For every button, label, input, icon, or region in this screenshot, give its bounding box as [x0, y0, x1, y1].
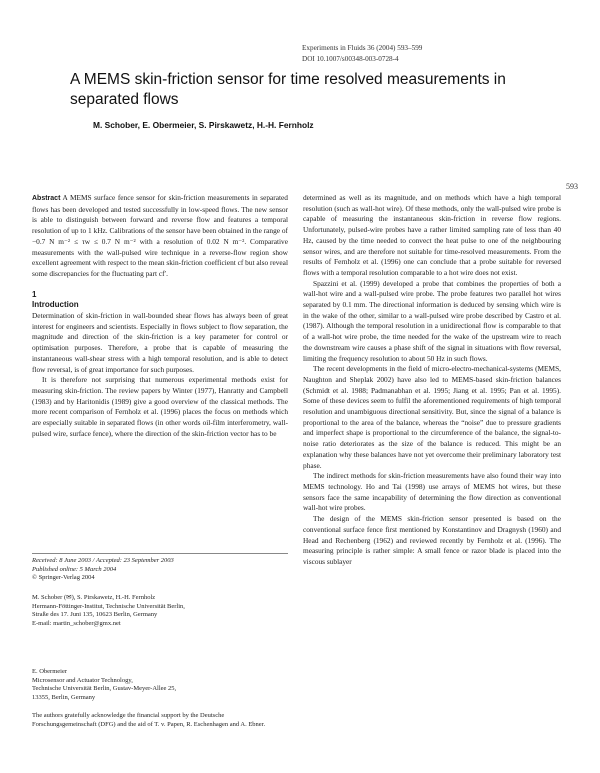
section-title: Introduction	[32, 300, 79, 310]
abstract-text: A MEMS surface fence sensor for skin-friction measurements in separated flows has been developed and tested successfully in low-speed flows. The new sensor is able to distinguish between forward and reverse flow and features a temporal resolution of up to 1 kHz. Calibrations of the sensor have been obtained in the range of −0.7 N m⁻² ≤ τw ≤ 0.7 N m⁻² with a resolution of 0.02 N m⁻². Comparative measurements with the wall-pulsed wire technique in a reverse-flow region show excellent agreement with respect to the mean skin-friction coefficient cf but also reveal some discrepancies for the fluctuating part cf′.	[32, 193, 288, 278]
left-column	[32, 193, 288, 439]
paper-authors: M. Schober, E. Obermeier, S. Pirskawetz, H.-H. Fernholz	[93, 120, 314, 130]
intro-paragraph-1: Determination of skin-friction in wall-bounded shear flows has always been of great interest for engineers and scientists. Especially in flows subject to flow separation, the magnitude and direction of the skin-friction is a key parameter for control or optimisation purposes. Therefore, a probe that is capable of measuring the instantaneous wall-shear stress with a high temporal resolution, and is able to detect flow reversal, is of great importance for such purposes.	[32, 311, 288, 374]
aff1-address: Straße des 17. Juni 135, 10623 Berlin, Germany	[32, 611, 158, 619]
received-date: Received: 8 June 2003 / Accepted: 23 September 2003	[32, 557, 174, 564]
abstract-label: Abstract	[32, 195, 61, 202]
affiliation-2	[32, 668, 288, 702]
aff2-institute: Microsensor and Actuator Technology,	[32, 676, 133, 684]
right-paragraph-4: The indirect methods for skin-friction measurements have also found their way into MEMS technology. Ho and Tai (1998) use arrays of MEMS hot wires, but these sensors face the same incapability of determining the flow direction as conventional wall-hot wire probes.	[303, 471, 561, 513]
paper-title: A MEMS skin-friction sensor for time resolved measurements in separated flows	[70, 71, 506, 108]
aff2-name: E. Obermeier	[32, 668, 68, 675]
right-column	[303, 193, 561, 568]
aff1-email: E-mail: martin_schober@gmx.net	[32, 619, 121, 627]
intro-paragraph-2: It is therefore not surprising that numerous experimental methods exist for measuring skin-friction. The review papers by Winter (1977), Hanratty and Campbell (1983) and by Haritonidis (1989) give a good overview of the classical methods. The more recent comparison of Fernholz et al. (1996) places the focus on methods which are especially suitable in separated flows (in other words oil-film interferometry, wall-pulsed wire, surface fence), where the direction of the skin-friction vector has to be	[32, 375, 288, 438]
right-paragraph-1: determined as well as its magnitude, and on methods which have a high temporal resolution (such as wall-hot wire). Of these methods, only the wall-pulsed wire probe is capable of measuring the instantaneous skin-friction in reverse flow regions. Unfortunately, pulsed-wire probes have a rather limited sampling rate of less than 40 Hz, caused by the time needed to convect the heat pulse to one of the neighbouring sensor wires, and are therefore not suitable for time-resolved measurements. From the results of Fernholz et al. (1996) one can conclude that a probe suitable for reversed flows with a temporal resolution comparable to a hot wire does not exist.	[303, 193, 561, 277]
journal-citation: Experiments in Fluids 36 (2004) 593–599	[302, 44, 423, 52]
abstract	[32, 193, 288, 280]
journal-doi: DOI 10.1007/s00348-003-0728-4	[302, 55, 399, 63]
acknowledgement: The authors gratefully acknowledge the financial support by the Deutsche Forschungsgemeinschaft (DFG) and the aid of T. v. Papen, R. Eschenhagen and A. Ebner.	[32, 712, 266, 728]
affiliation-1	[32, 594, 288, 628]
right-paragraph-5: The design of the MEMS skin-friction sensor presented is based on the conventional surface fence first mentioned by Konstantinov and Dragnysh (1960) and Head and Rechenberg (1962) and reviewed recently by Fernholz et al. (1996). The measuring principle is rather simple: A small fence or razor blade is placed into the viscous sublayer	[303, 514, 561, 566]
right-paragraph-3: The recent developments in the field of micro-electro-mechanical-systems (MEMS, Naughton and Sheplak 2002) have also led to MEMS-based skin-friction balances (Schmidt et al. 1988; Padmanabhan et al. 1995; Jiang et al. 1995; Pan et al. 1995). Some of these devices seem to fulfil the aforementioned requirements of high temporal resolution and unambiguous directional sensitivity. But, since the signal of a balance is proportional to the area of the balance, whereas the “noise” due to pressure gradients and imperfect shape is proportional to the circumference of the balance, the signal-to-noise ratio deteriorates as the size of the balance is reduced. This might be an explanation why these balances have not yet overcome their preliminary laboratory test phase.	[303, 364, 561, 470]
aff2-university: Technische Universität Berlin, Gustav-Meyer-Allee 25,	[32, 685, 177, 693]
aff2-address: 13355, Berlin, Germany	[32, 693, 96, 701]
right-paragraph-2: Spazzini et al. (1999) developed a probe that combines the properties of both a wall-hot wire and a wall-pulsed wire probe. The probe features two parallel hot wires separated by 0.1 mm. The directional information is deduced by sensing which wire is in the wake of the other, similar to a wall-pulsed wire probe described by Castro et al. (1987). Although the temporal resolution in a unidirectional flow is comparable to that of a wall-hot wire probe, the time needed for the wake of the upstream wire to reach the downstream wire causes a phase shift of the signal in situations with flow reversal, limiting the frequency resolution to about 50 Hz in such flows.	[303, 278, 561, 363]
journal-header	[302, 43, 592, 65]
aff1-name: M. Schober (✉), S. Pirskawetz, H.-H. Fernholz	[32, 594, 156, 601]
aff1-institute: Hermann-Föttinger-Institut, Technische Universität Berlin,	[32, 602, 185, 610]
copyright: © Springer-Verlag 2004	[32, 574, 95, 582]
publication-dates	[32, 557, 288, 583]
page-number: 593	[566, 182, 578, 191]
section-number: 1	[32, 289, 37, 299]
footnote-separator	[32, 553, 288, 554]
published-date: Published online: 5 March 2004	[32, 565, 117, 573]
